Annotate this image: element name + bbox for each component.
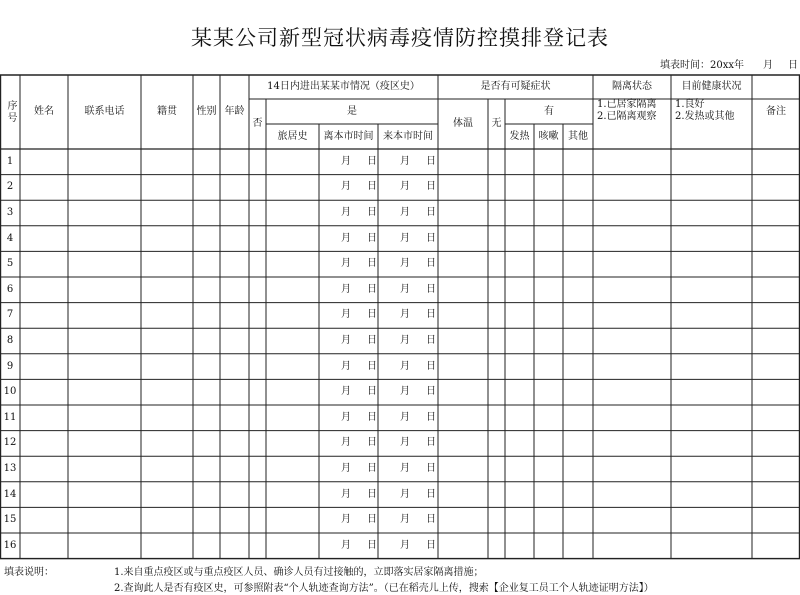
row-number: 7	[6, 309, 14, 321]
arrive-day-label: 日	[426, 155, 436, 167]
fill-date-label: 填表时间：20xx年	[660, 60, 745, 71]
fill-date-day: 日	[788, 60, 798, 71]
leave-month-label: 月	[341, 283, 351, 295]
arrive-month-label: 月	[400, 514, 410, 526]
table-row	[0, 456, 800, 482]
arrive-day-label: 日	[426, 488, 436, 500]
arrive-month-label: 月	[400, 155, 410, 167]
header-fever: 发热	[509, 130, 530, 142]
header-travel-group: 14日内进出某某市情况（疫区史）	[267, 81, 420, 92]
arrive-month-label: 月	[400, 462, 410, 474]
row-number: 14	[3, 488, 17, 500]
row-number: 11	[3, 411, 17, 423]
header-remarks: 备注	[766, 106, 786, 117]
arrive-day-label: 日	[426, 539, 436, 551]
row-number: 8	[6, 334, 14, 346]
arrive-day-label: 日	[426, 411, 436, 423]
arrive-day-label: 日	[426, 258, 436, 270]
arrive-month-label: 月	[400, 539, 410, 551]
table-row	[0, 379, 800, 405]
leave-month-label: 月	[341, 181, 351, 193]
leave-day-label: 日	[367, 206, 377, 218]
arrive-day-label: 日	[426, 181, 436, 193]
leave-month-label: 月	[341, 155, 351, 167]
arrive-month-label: 月	[400, 258, 410, 270]
leave-day-label: 日	[367, 437, 377, 449]
header-isolation-options	[593, 99, 671, 149]
arrive-month-label: 月	[400, 283, 410, 295]
arrive-month-label: 月	[400, 386, 410, 398]
header-isolation: 隔离状态	[612, 81, 652, 92]
arrive-day-label: 日	[426, 462, 436, 474]
leave-day-label: 日	[367, 360, 377, 372]
leave-day-label: 日	[367, 155, 377, 167]
leave-month-label: 月	[341, 437, 351, 449]
table-row	[0, 482, 800, 508]
table-row	[0, 277, 800, 303]
leave-day-label: 日	[367, 411, 377, 423]
row-number: 10	[3, 386, 17, 398]
isolation-option-2: 2.已隔离观察	[597, 111, 657, 122]
leave-month-label: 月	[341, 386, 351, 398]
leave-month-label: 月	[341, 334, 351, 346]
row-number: 13	[3, 462, 17, 474]
row-number: 3	[6, 206, 14, 218]
arrive-month-label: 月	[400, 437, 410, 449]
header-leave-time: 离本市时间	[323, 130, 374, 142]
table-row	[0, 405, 800, 431]
leave-month-label: 月	[341, 360, 351, 372]
leave-month-label: 月	[341, 539, 351, 551]
leave-month-label: 月	[341, 309, 351, 321]
table-row	[0, 175, 800, 201]
arrive-day-label: 日	[426, 386, 436, 398]
footer-label: 填表说明：	[4, 567, 54, 578]
leave-day-label: 日	[367, 283, 377, 295]
header-symptom-none: 无	[491, 118, 502, 129]
leave-day-label: 日	[367, 232, 377, 244]
arrive-day-label: 日	[426, 437, 436, 449]
table-row	[0, 200, 800, 226]
row-number: 16	[3, 539, 17, 551]
leave-month-label: 月	[341, 514, 351, 526]
table-row	[0, 226, 800, 252]
arrive-day-label: 日	[426, 334, 436, 346]
header-health-options	[671, 99, 752, 149]
header-travel-yes: 是	[347, 105, 357, 117]
header-seq: 序号	[5, 100, 16, 124]
leave-day-label: 日	[367, 181, 377, 193]
leave-day-label: 日	[367, 386, 377, 398]
leave-day-label: 日	[367, 514, 377, 526]
arrive-day-label: 日	[426, 360, 436, 372]
arrive-month-label: 月	[400, 232, 410, 244]
arrive-month-label: 月	[400, 360, 410, 372]
leave-day-label: 日	[367, 462, 377, 474]
row-number: 9	[6, 360, 14, 372]
leave-day-label: 日	[367, 258, 377, 270]
arrive-month-label: 月	[400, 206, 410, 218]
arrive-day-label: 日	[426, 206, 436, 218]
arrive-month-label: 月	[400, 488, 410, 500]
row-number: 15	[3, 514, 17, 526]
header-health: 目前健康状况	[681, 81, 742, 92]
header-gender: 性别	[196, 106, 217, 117]
arrive-month-label: 月	[400, 181, 410, 193]
header-symptom-group: 是否有可疑症状	[480, 81, 551, 92]
row-number: 12	[3, 437, 17, 449]
arrive-month-label: 月	[400, 411, 410, 423]
leave-month-label: 月	[341, 462, 351, 474]
table-row	[0, 303, 800, 329]
row-number: 4	[6, 232, 14, 244]
health-option-1: 1.良好	[675, 99, 705, 110]
fill-date-line	[0, 56, 800, 71]
arrive-month-label: 月	[400, 334, 410, 346]
arrive-day-label: 日	[426, 232, 436, 244]
header-temperature: 体温	[453, 118, 473, 129]
fill-date-month: 月	[763, 60, 773, 71]
isolation-option-1: 1.已居家隔离	[597, 99, 657, 110]
leave-month-label: 月	[341, 411, 351, 423]
header-origin: 籍贯	[157, 106, 177, 117]
table-row	[0, 354, 800, 380]
footer-note-2: 2.查询此人是否有疫区史，可参照附表“个人轨迹查询方法”。（已在稻壳儿上传，搜索【企业复工员工个人轨迹证明方法】）	[114, 583, 654, 594]
leave-day-label: 日	[367, 309, 377, 321]
arrive-day-label: 日	[426, 283, 436, 295]
header-symptom-has: 有	[544, 105, 554, 117]
leave-month-label: 月	[341, 232, 351, 244]
table-row	[0, 251, 800, 277]
header-phone: 联系电话	[84, 106, 125, 117]
leave-day-label: 日	[367, 488, 377, 500]
table-row	[0, 533, 800, 559]
row-number: 6	[6, 283, 14, 295]
footer-note-1: 1.来自重点疫区或与重点疫区人员、确诊人员有过接触的，立即落实居家隔离措施；	[114, 567, 484, 578]
arrive-day-label: 日	[426, 514, 436, 526]
table-row	[0, 507, 800, 533]
table-row	[0, 149, 800, 175]
row-number: 1	[6, 155, 14, 167]
header-cough: 咳嗽	[538, 130, 559, 142]
leave-month-label: 月	[341, 206, 351, 218]
arrive-month-label: 月	[400, 309, 410, 321]
form-title: 某某公司新型冠状病毒疫情防控摸排登记表	[191, 26, 609, 50]
header-other: 其他	[568, 130, 588, 142]
leave-month-label: 月	[341, 488, 351, 500]
leave-month-label: 月	[341, 258, 351, 270]
row-number: 5	[6, 258, 14, 270]
header-arrive-time: 来本市时间	[383, 130, 433, 142]
header-age: 年龄	[224, 106, 245, 117]
row-number: 2	[6, 181, 14, 193]
header-travel-history: 旅居史	[277, 130, 308, 142]
health-option-2: 2.发热或其他	[675, 111, 735, 122]
header-name: 姓名	[34, 106, 54, 117]
table-row	[0, 431, 800, 457]
table-row	[0, 328, 800, 354]
header-travel-no: 否	[252, 118, 263, 129]
arrive-day-label: 日	[426, 309, 436, 321]
leave-day-label: 日	[367, 334, 377, 346]
leave-day-label: 日	[367, 539, 377, 551]
